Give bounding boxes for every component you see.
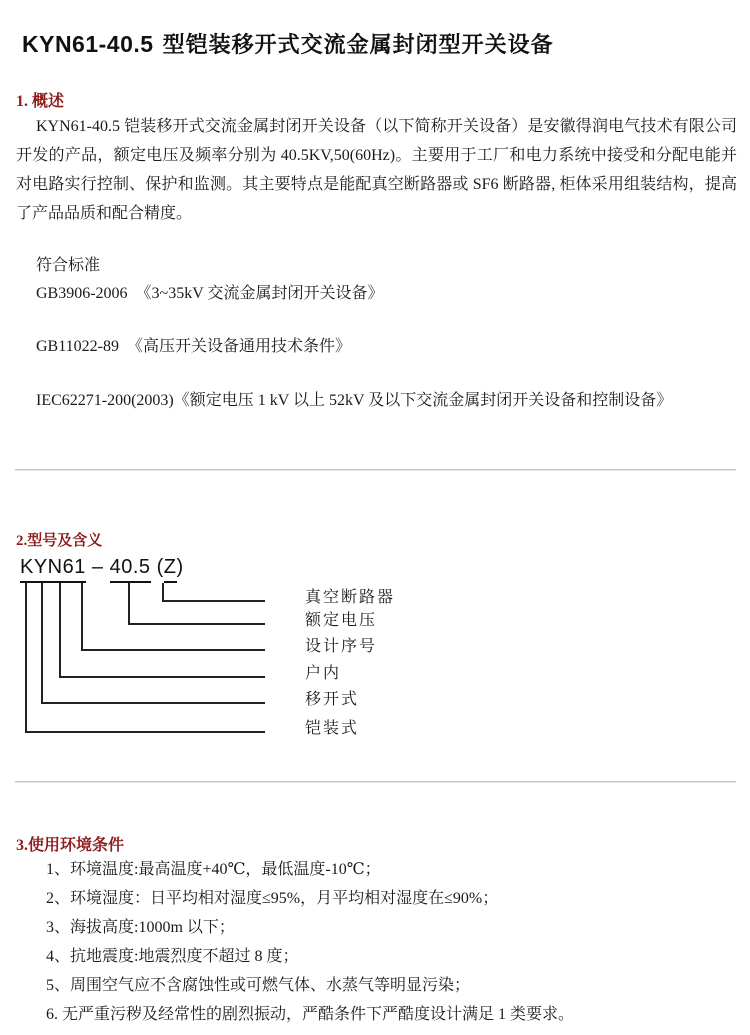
diagram-label-armored: 铠装式 — [305, 720, 360, 737]
section-overview-heading: 1. 概述 — [16, 93, 65, 110]
diagram-branch-line — [25, 583, 265, 733]
title-product-name: 型铠装移开式交流金属封闭型开关设备 — [162, 32, 554, 57]
overview-paragraph: KYN61-40.5 铠装移开式交流金属封闭开关设备（以下简称开关设备）是安徽得润电气技术有限公司开发的产品，额定电压及频率分别为 40.5KV,50(60Hz)。主要用于工厂和电力系统中接受和分配电能并对电路实行控制、保护和监测。其主要特点是能配真空断路器或 SF6 断路器, 柜体采用组装结构，提高了产品品质和配合精度。 — [16, 118, 737, 222]
model-breaker-code: Z — [164, 556, 177, 583]
model-voltage-code: 40.5 — [110, 556, 151, 583]
environment-item: 2、环境湿度：日平均相对湿度≤95%，月平均相对湿度在≤90%； — [46, 890, 499, 907]
environment-item: 3、海拔高度:1000m 以下； — [46, 919, 235, 936]
section-environment-heading: 3.使用环境条件 — [16, 837, 125, 854]
model-series-code: KYN61 — [20, 556, 86, 583]
diagram-label-design-serial: 设计序号 — [305, 638, 378, 655]
title-model-code: KYN61-40.5 — [22, 31, 154, 57]
environment-item: 1、环境温度:最高温度+40℃，最低温度-10℃； — [46, 861, 381, 878]
model-paren-close: ) — [176, 556, 184, 578]
standard-item: GB3906-2006 《3~35kV 交流金属封闭开关设备》 — [36, 285, 384, 302]
section-divider — [15, 781, 736, 783]
standard-item: GB11022-89 《高压开关设备通用技术条件》 — [36, 338, 351, 355]
standards-intro: 符合标准 — [36, 257, 101, 274]
standard-item: IEC62271-200(2003)《额定电压 1 kV 以上 52kV 及以下交流金属封闭开关设备和控制设备》 — [36, 392, 673, 409]
environment-item: 6. 无严重污秽及经常性的剧烈振动，严酷条件下严酷度设计满足 1 类要求。 — [46, 1006, 575, 1023]
diagram-label-vacuum-breaker: 真空断路器 — [305, 589, 396, 606]
environment-item: 5、周围空气应不含腐蚀性或可燃气体、水蒸气等明显污染； — [46, 977, 471, 994]
model-paren-open: ( — [150, 556, 164, 578]
diagram-label-indoor: 户内 — [305, 665, 342, 682]
page-title — [22, 28, 554, 59]
model-designation — [20, 556, 184, 583]
environment-conditions-list — [46, 855, 736, 1029]
diagram-label-withdrawable: 移开式 — [305, 691, 360, 708]
diagram-label-rated-voltage: 额定电压 — [305, 612, 378, 629]
model-dash: – — [85, 556, 110, 578]
section-model-heading: 2.型号及含义 — [16, 533, 103, 549]
environment-item: 4、抗地震度:地震烈度不超过 8 度； — [46, 948, 299, 965]
section-divider — [15, 469, 736, 471]
